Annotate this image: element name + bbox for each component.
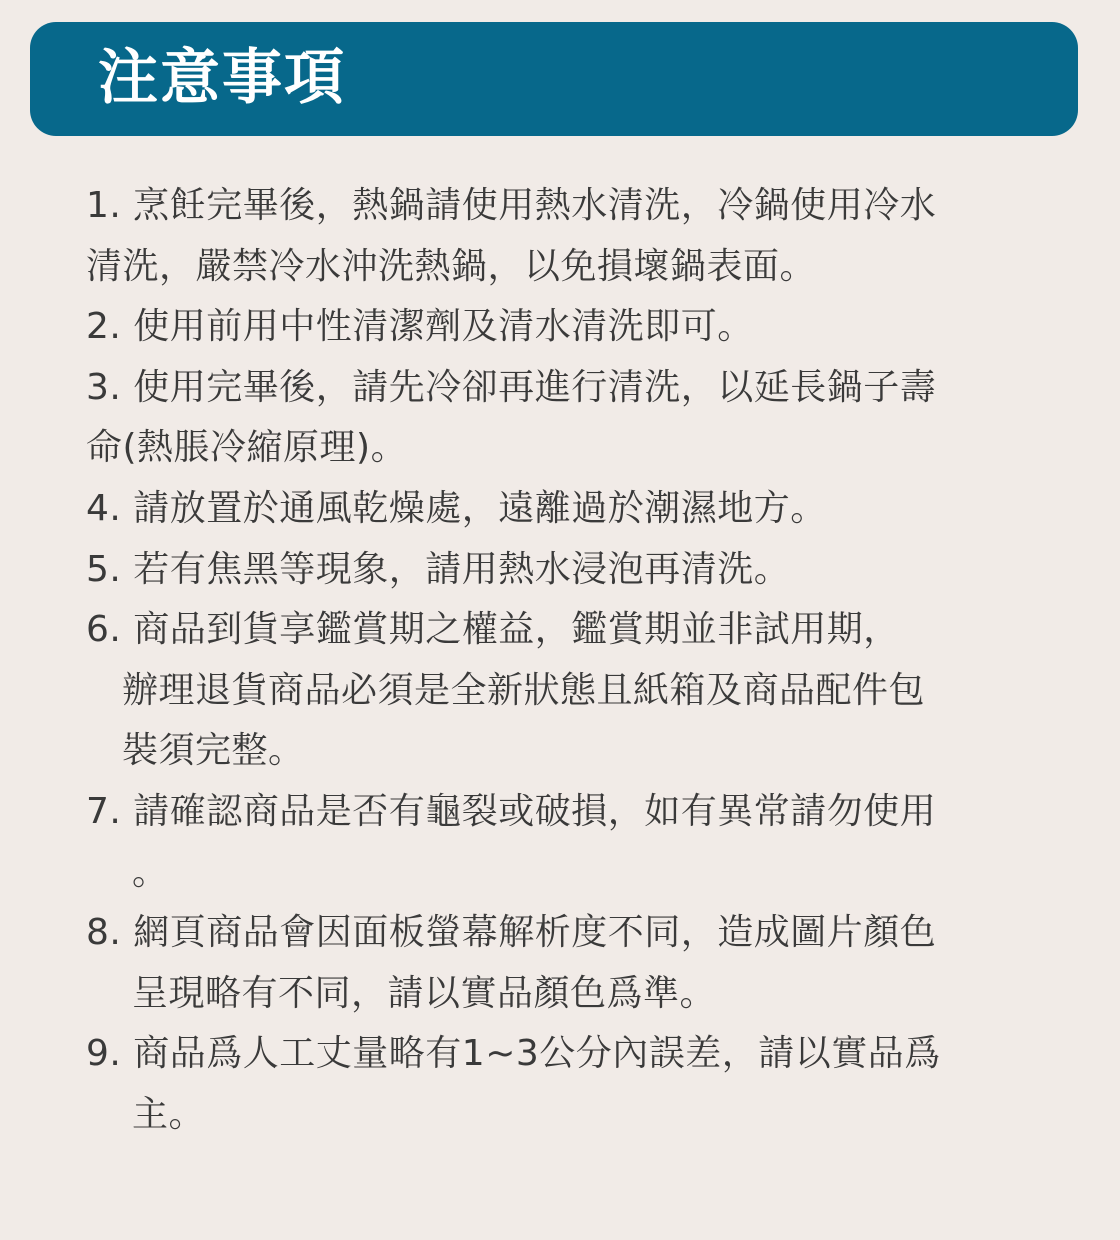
note-line: 7. 請確認商品是否有龜裂或破損，如有異常請勿使用 [86,790,937,832]
header-banner [30,22,1078,136]
note-line: 5. 若有焦黑等現象，請用熱水浸泡再清洗。 [86,548,791,590]
note-line: 命(熱脹冷縮原理)。 [86,427,408,469]
note-line: 清洗，嚴禁冷水沖洗熱鍋，以免損壞鍋表面。 [86,245,817,287]
note-line: 。 [132,851,169,893]
note-line: 8. 網頁商品會因面板螢幕解析度不同，造成圖片顏色 [86,912,937,954]
note-line: 辦理退貨商品必須是全新狀態且紙箱及商品配件包 [122,669,926,711]
note-line: 1. 烹飪完畢後，熱鍋請使用熱水清洗，冷鍋使用冷水 [86,185,937,226]
note-line: 6. 商品到貨享鑑賞期之權益，鑑賞期並非試用期， [86,609,900,651]
notes-list [86,176,986,1146]
note-line: 主。 [132,1093,206,1135]
note-line: 裝須完整。 [122,730,305,772]
page-title: 注意事項 [98,43,346,113]
note-line: 2. 使用前用中性清潔劑及清水清洗即可。 [86,306,754,348]
note-line: 9. 商品爲人工丈量略有1~3公分內誤差，請以實品爲 [86,1033,941,1075]
note-line: 4. 請放置於通風乾燥處，遠離過於潮濕地方。 [86,487,827,529]
note-line: 3. 使用完畢後，請先冷卻再進行清洗，以延長鍋子壽 [86,366,937,408]
note-line: 呈現略有不同，請以實品顏色爲準。 [132,972,717,1014]
